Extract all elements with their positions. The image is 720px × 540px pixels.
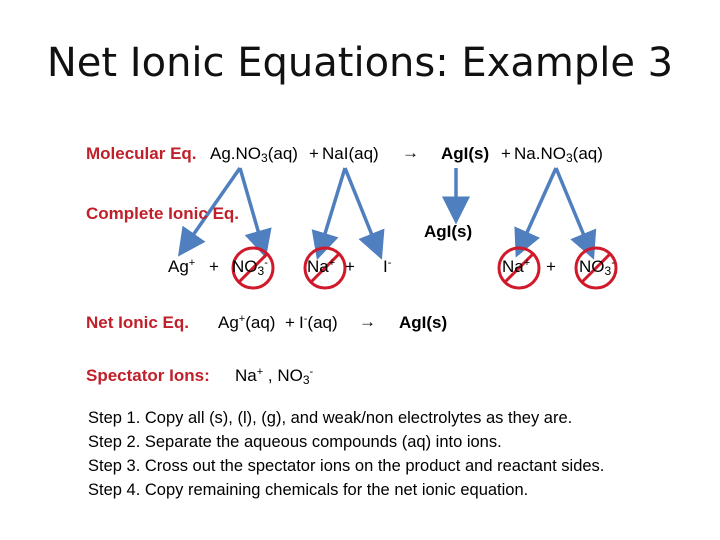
arrow-nai-to-na <box>320 168 345 250</box>
molecular-product-nano3: $Na.NO_3(aq)$ <box>514 144 603 165</box>
net-ionic-label: Net Ionic Eq. <box>86 313 189 332</box>
ion-plus-3: + <box>546 257 556 276</box>
molecular-eq-label: Molecular Eq. <box>86 144 197 163</box>
molecular-plus-1: + <box>309 144 319 163</box>
molecular-product-agi: AgI(s) <box>441 144 490 163</box>
step-1: Step 1. Copy all (s), (l), (g), and weak/non electrolytes as they are. <box>88 409 573 427</box>
net-ag: Ag+(aq) <box>218 313 276 332</box>
ion-plus-2: + <box>345 257 355 276</box>
steps-list <box>88 406 604 502</box>
page-title: Net Ionic Equations: Example 3 <box>46 40 674 86</box>
spectator-ions-list: Na+ , $NO_3^-$ <box>235 366 314 387</box>
net-plus: + <box>285 313 295 332</box>
net-product-agi: AgI(s) <box>399 313 448 332</box>
ion-plus-1: + <box>209 257 219 276</box>
complete-agi: AgI(s) <box>424 222 473 241</box>
complete-ionic-label: Complete Ionic Eq. <box>86 204 240 223</box>
net-i: I-(aq) <box>299 313 338 332</box>
ion-na-reactant: Na+ <box>307 257 336 276</box>
ion-na-product: Na+ <box>502 257 531 276</box>
molecular-arrow: → <box>402 143 419 162</box>
arrow-nai-to-i <box>345 168 378 250</box>
step-3: Step 3. Cross out the spectator ions on the product and reactant sides. <box>88 457 605 475</box>
step-2: Step 2. Separate the aqueous compounds (aq) into ions. <box>88 433 502 451</box>
spectator-ions-label: Spectator Ions: <box>86 366 210 385</box>
ion-i: I- <box>383 257 392 276</box>
arrow-nano3-to-na <box>520 168 556 248</box>
molecular-reactant-agno3: $Ag.NO_3(aq)$ <box>210 144 298 165</box>
step-4: Step 4. Copy remaining chemicals for the net ionic equation. <box>88 481 529 499</box>
ion-no3-product: $NO_3^-$ <box>579 257 615 278</box>
ion-ag: Ag+ <box>168 257 196 276</box>
molecular-plus-2: + <box>501 144 511 163</box>
arrow-nano3-to-no3 <box>556 168 590 250</box>
ion-no3-reactant: $NO_3^-$ <box>232 257 268 278</box>
arrow-agno3-to-no3 <box>240 168 263 248</box>
molecular-reactant-nai: NaI(aq) <box>322 144 379 163</box>
net-arrow: → <box>359 312 376 331</box>
